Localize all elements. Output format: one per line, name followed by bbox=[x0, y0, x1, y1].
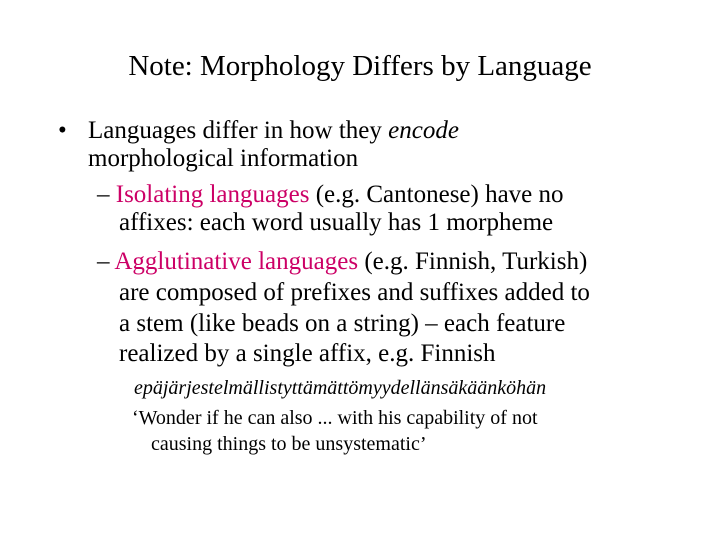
sub2-line3: a stem (like beads on a string) – each feature bbox=[119, 310, 566, 337]
bullet1-text: Languages differ in how they bbox=[88, 117, 389, 144]
sub2-text: (e.g. Finnish, Turkish) bbox=[358, 248, 588, 275]
sub1-term: Isolating languages bbox=[115, 181, 310, 208]
sub1-text: (e.g. Cantonese) have no bbox=[309, 181, 564, 208]
sub1-line2: affixes: each word usually has 1 morpheme bbox=[119, 209, 554, 236]
sub2-line2: are composed of prefixes and suffixes added to bbox=[119, 279, 590, 306]
sub2-line1 bbox=[97, 246, 587, 278]
example-gloss-line2: causing things to be unsystematic’ bbox=[151, 433, 427, 455]
bullet-marker: • bbox=[58, 117, 67, 144]
slide-title: Note: Morphology Differs by Language bbox=[128, 50, 592, 82]
finnish-example-word: epäjärjestelmällistyttämättömyydellänsäkäänköhän bbox=[134, 377, 547, 399]
bullet1-emphasis: encode bbox=[388, 117, 459, 144]
sub2-dash: – bbox=[97, 248, 110, 275]
sub1-dash: – bbox=[97, 181, 110, 208]
sub2-term: Agglutinative languages bbox=[114, 248, 359, 275]
example-gloss-line1: ‘Wonder if he can also ... with his capability of not bbox=[132, 407, 538, 429]
sub2-line4: realized by a single affix, e.g. Finnish bbox=[119, 340, 496, 367]
bullet1-line2: morphological information bbox=[88, 145, 359, 172]
